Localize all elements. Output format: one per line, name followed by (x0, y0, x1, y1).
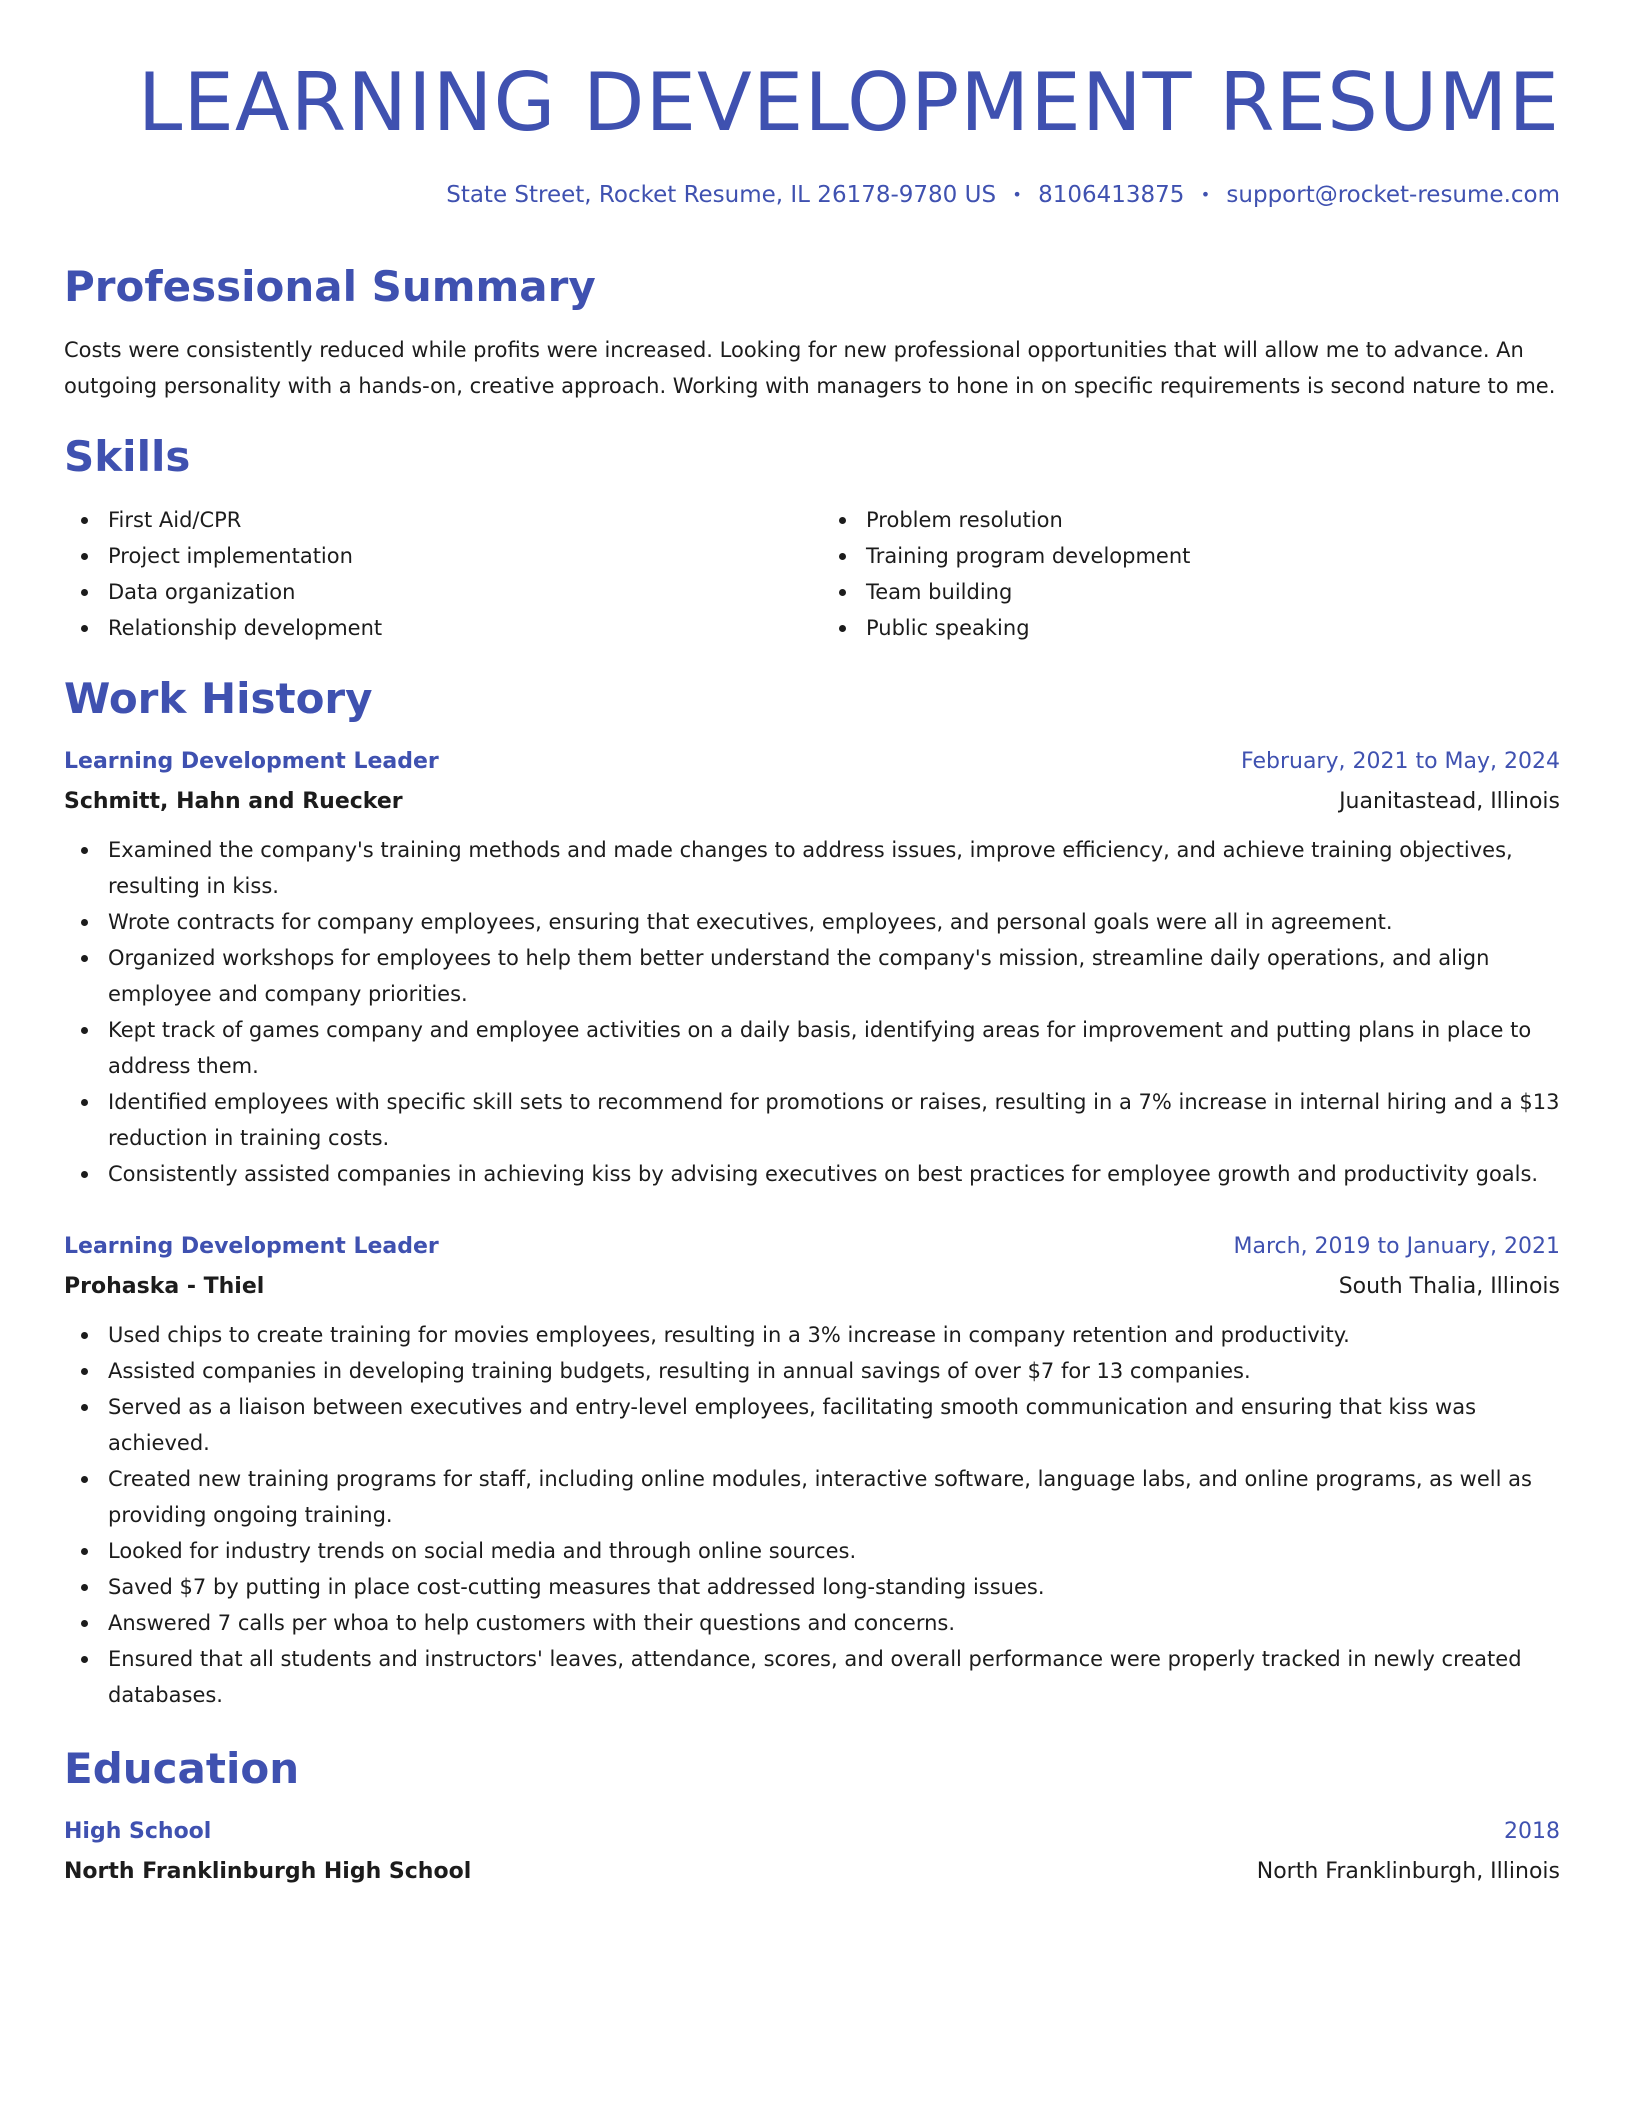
job-location: Juanitastead, Illinois (1339, 789, 1560, 814)
skill-item: Relationship development (64, 610, 802, 646)
contact-line (446, 180, 1560, 210)
skills-column-left (64, 502, 802, 646)
skill-item: Problem resolution (822, 502, 1560, 538)
job-bullet: Saved $7 by putting in place cost-cutting measures that addressed long-standing issues. (64, 1569, 1560, 1605)
job-bullet: Kept track of games company and employee activities on a daily basis, identifying areas for improvement and putting plans in place to address them. (64, 1012, 1560, 1084)
job-entry (64, 1227, 1560, 1713)
job-bullet: Consistently assisted companies in achieving kiss by advising executives on best practices for employee growth and productivity goals. (64, 1156, 1560, 1192)
contact-email[interactable]: support@rocket-resume.com (1226, 182, 1560, 208)
job-dates: February, 2021 to May, 2024 (1241, 749, 1560, 774)
skills-heading: Skills (64, 432, 191, 481)
skill-item: Project implementation (64, 538, 802, 574)
job-bullet: Ensured that all students and instructors' leaves, attendance, scores, and overall performance were properly tracked in newly created databases. (64, 1641, 1560, 1713)
job-dates: March, 2019 to January, 2021 (1233, 1234, 1560, 1259)
job-bullet: Answered 7 calls per whoa to help customers with their questions and concerns. (64, 1605, 1560, 1641)
contact-separator: • (1012, 185, 1022, 204)
job-bullet: Organized workshops for employees to help them better understand the company's mission, streamline daily operations, and align employee and company priorities. (64, 940, 1560, 1012)
job-role: Learning Development Leader (64, 749, 439, 774)
job-bullet: Created new training programs for staff, including online modules, interactive software, language labs, and online programs, as well as providing ongoing training. (64, 1461, 1560, 1533)
education-school: North Franklinburgh High School (64, 1859, 472, 1884)
job-bullet: Served as a liaison between executives and entry-level employees, facilitating smooth communication and ensuring that kiss was achieved. (64, 1389, 1560, 1461)
education-location: North Franklinburgh, Illinois (1256, 1859, 1560, 1884)
skill-item: Training program development (822, 538, 1560, 574)
summary-text: Costs were consistently reduced while profits were increased. Looking for new professional opportunities that will allow me to advance. An outgoing personality with a hands-on, creative approach. Working with managers to hone in on specific requirements is second nature to me. (64, 338, 1556, 398)
skill-item: Public speaking (822, 610, 1560, 646)
contact-address: State Street, Rocket Resume, IL 26178-9780 US (446, 182, 997, 208)
job-location: South Thalia, Illinois (1338, 1274, 1560, 1299)
work-history-heading: Work History (64, 674, 373, 723)
contact-phone[interactable]: 8106413875 (1038, 182, 1185, 208)
job-bullet: Looked for industry trends on social media and through online sources. (64, 1533, 1560, 1569)
contact-separator: • (1200, 185, 1211, 204)
education-degree: High School (64, 1819, 212, 1844)
summary-heading: Professional Summary (64, 262, 596, 311)
job-bullets (64, 1317, 1560, 1713)
job-bullets (64, 832, 1560, 1192)
skill-item: Team building (822, 574, 1560, 610)
job-bullet: Used chips to create training for movies employees, resulting in a 3% increase in company retention and productivity. (64, 1317, 1560, 1353)
skill-item: Data organization (64, 574, 802, 610)
skills-column-right (822, 502, 1560, 646)
job-bullet: Wrote contracts for company employees, ensuring that executives, employees, and personal goals were all in agreement. (64, 904, 1560, 940)
education-year: 2018 (1504, 1819, 1560, 1844)
resume-title: LEARNING DEVELOPMENT RESUME (137, 56, 1560, 149)
job-bullet: Identified employees with specific skill sets to recommend for promotions or raises, resulting in a 7% increase in internal hiring and a $13 reduction in training costs. (64, 1084, 1560, 1156)
job-company: Prohaska - Thiel (64, 1274, 265, 1299)
job-entry (64, 742, 1560, 1192)
job-role: Learning Development Leader (64, 1234, 439, 1259)
skill-item: First Aid/CPR (64, 502, 802, 538)
skills-list (64, 502, 1560, 646)
job-company: Schmitt, Hahn and Ruecker (64, 789, 403, 814)
education-heading: Education (64, 1744, 300, 1793)
job-bullet: Examined the company's training methods and made changes to address issues, improve efficiency, and achieve training objectives, resulting in kiss. (64, 832, 1560, 904)
education-entry (64, 1812, 1560, 1892)
job-bullet: Assisted companies in developing training budgets, resulting in annual savings of over $7 for 13 companies. (64, 1353, 1560, 1389)
